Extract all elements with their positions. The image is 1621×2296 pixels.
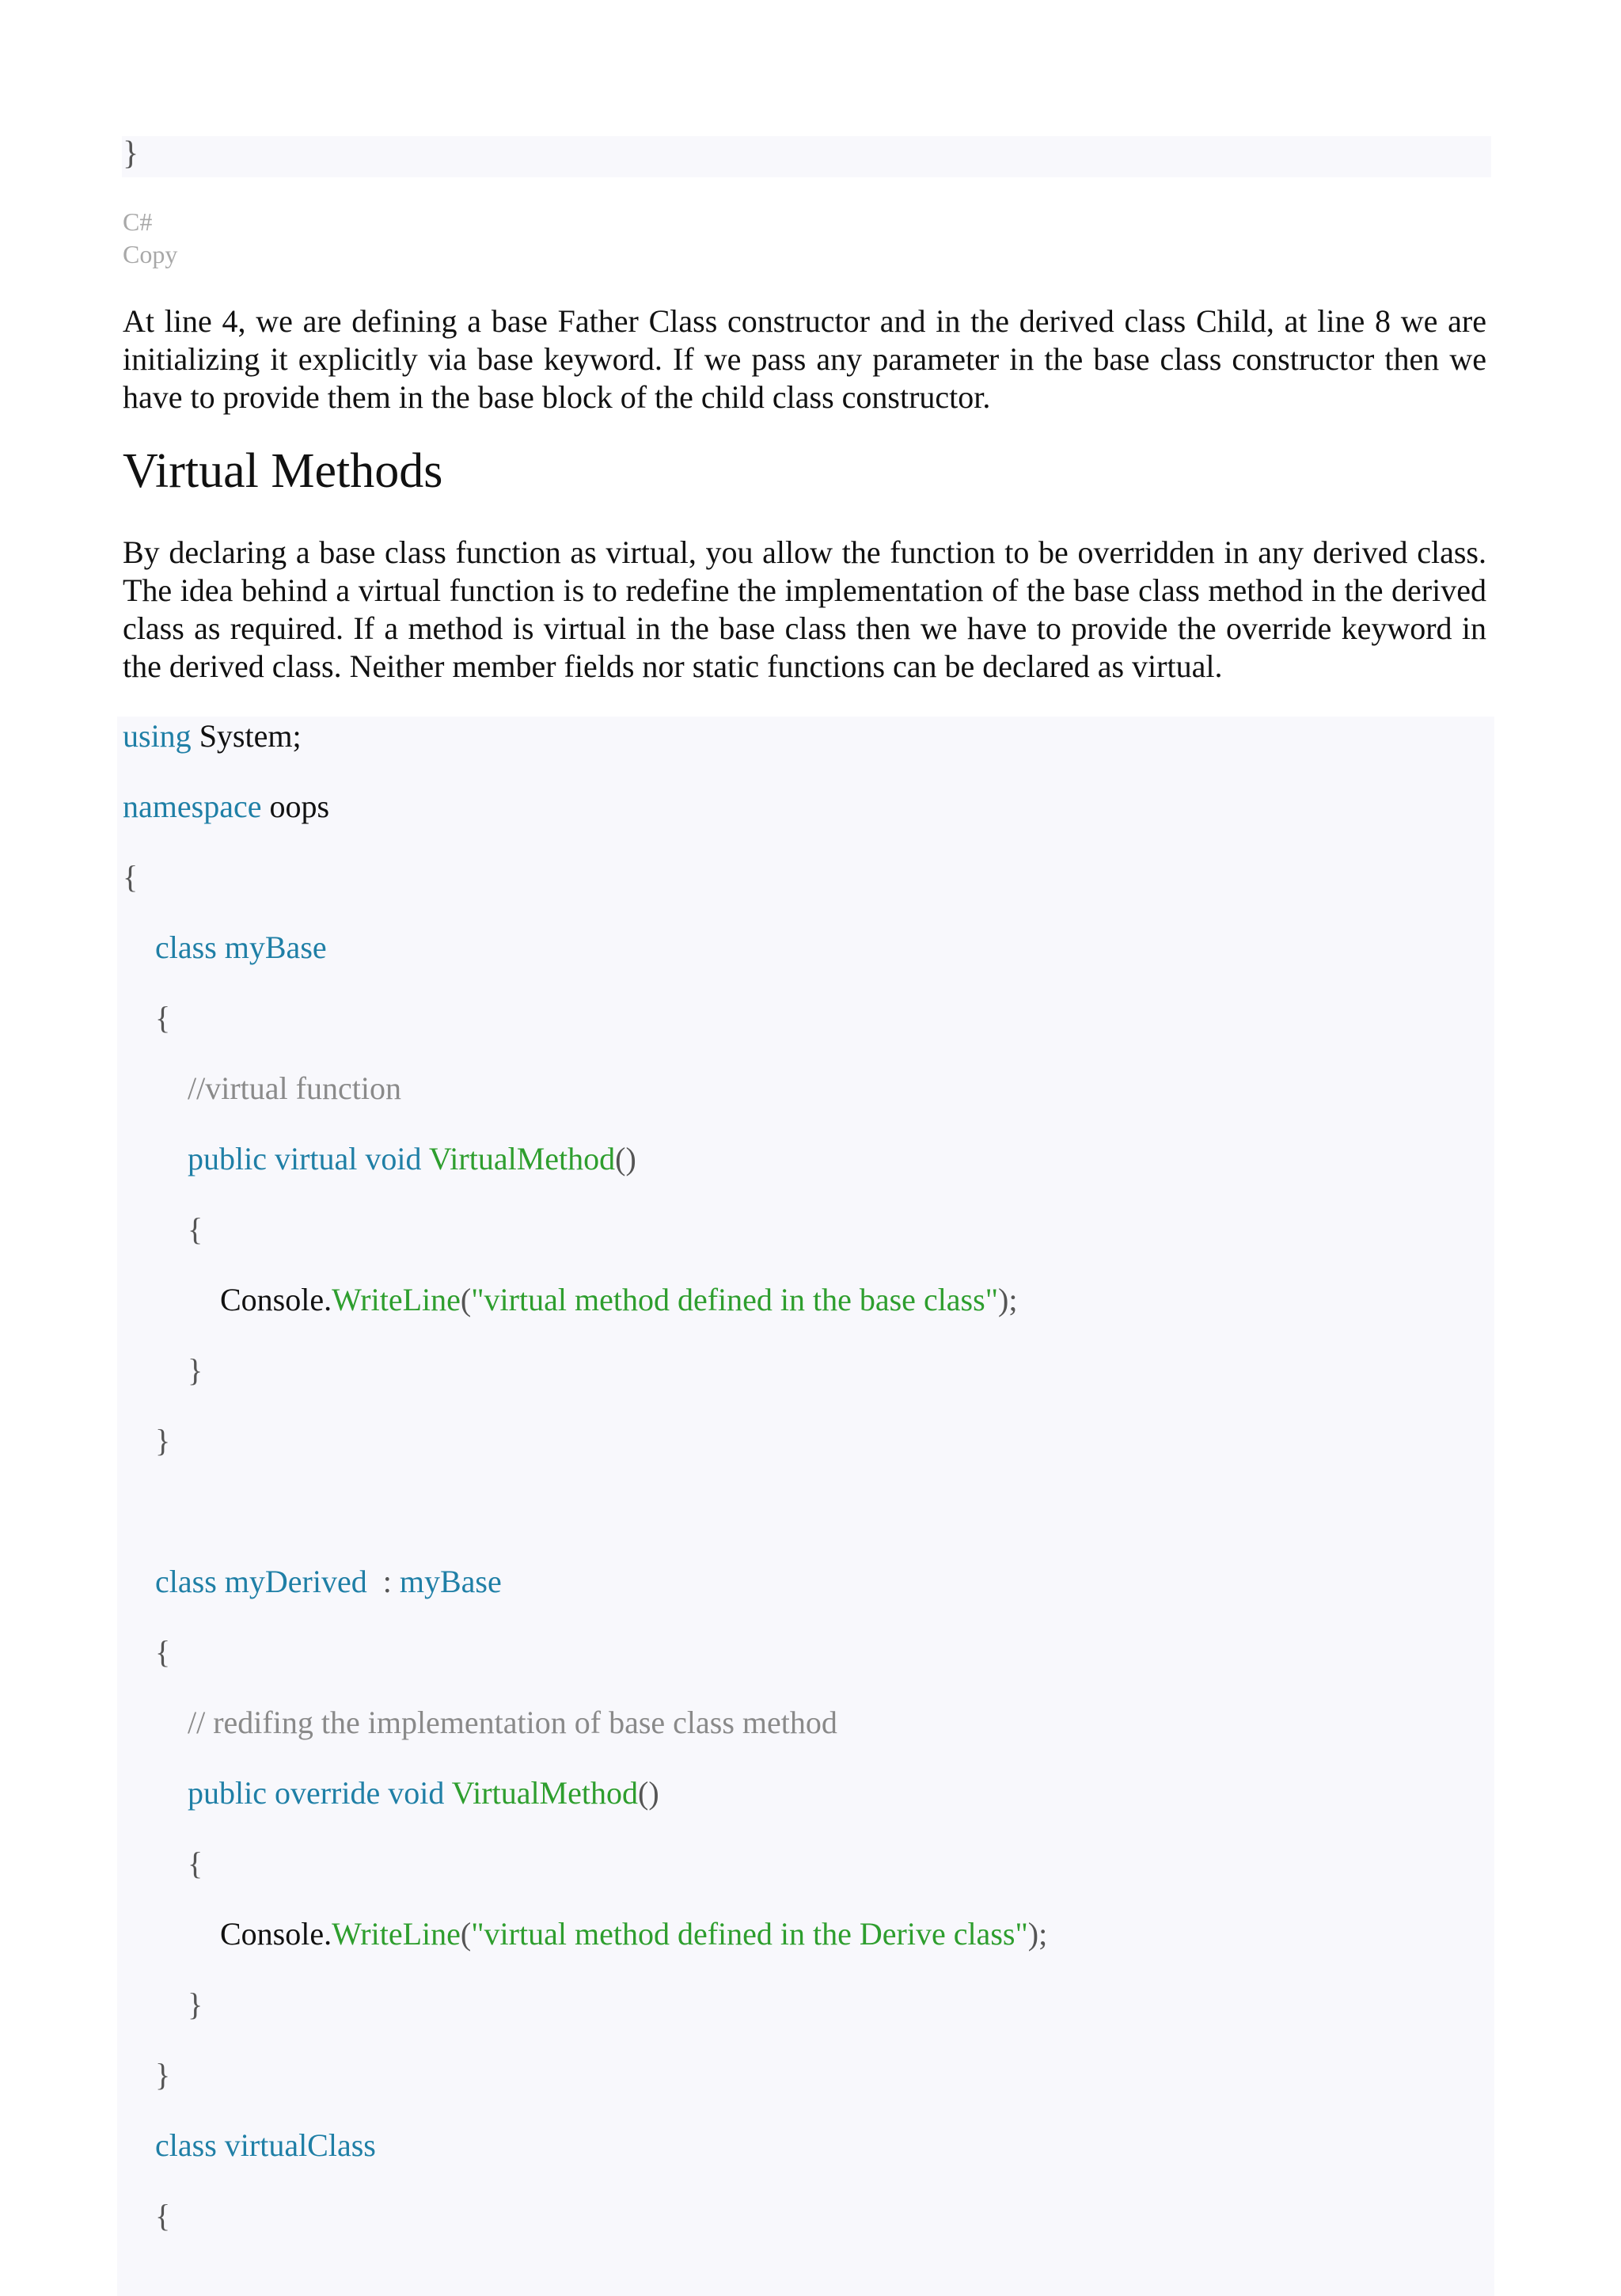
code-line — [123, 717, 302, 755]
code-line — [188, 1774, 659, 1811]
code-line — [188, 1211, 203, 1248]
paragraph-virtual-methods: By declaring a base class function as virtual, you allow the function to be overridden in any derived class. The idea behind a virtual function is to redefine the implementation of the base class method in the derived class as required. If a method is virtual in the base class then we have to provide the override keyword in the derived class. Neither member fields nor static functions can be declared as virtual. — [123, 534, 1486, 684]
code-keyword: override — [274, 1775, 381, 1811]
code-line — [155, 2197, 170, 2234]
code-comment: //virtual function — [188, 1070, 401, 1106]
code-text: oops — [269, 789, 330, 824]
code-line — [155, 2127, 376, 2164]
paragraph-base-constructor: At line 4, we are defining a base Father Class constructor and in the derived class Child, at line 8 we are initializing it explicitly via base keyword. If we pass any parameter in the base class constructor then we have to provide them in the base block of the child class constructor. — [123, 303, 1486, 415]
code-keyword: public — [188, 1775, 267, 1811]
code-string: "virtual method defined in the Derive class" — [471, 1916, 1028, 1952]
code-line — [123, 858, 138, 895]
code-paren: ( — [460, 1282, 472, 1317]
code-line — [155, 2056, 170, 2093]
code-paren: ); — [998, 1282, 1018, 1317]
code-colon: : — [382, 1564, 392, 1599]
code-block-top-background — [122, 136, 1491, 177]
code-line — [155, 1422, 170, 1459]
code-text: Console. — [220, 1916, 332, 1952]
copy-button[interactable]: Copy — [123, 240, 178, 268]
code-keyword: void — [388, 1775, 445, 1811]
code-keyword: class — [155, 1564, 217, 1599]
code-keyword: class — [155, 2127, 217, 2163]
code-keyword: virtual — [274, 1141, 358, 1177]
code-line — [188, 1351, 203, 1389]
code-parens: () — [615, 1141, 636, 1177]
code-line — [188, 1986, 203, 2023]
section-heading: Virtual Methods — [123, 444, 443, 498]
code-line — [188, 1070, 401, 1107]
code-brace: { — [188, 1846, 203, 1881]
code-base-class-name: myBase — [399, 1564, 502, 1599]
code-brace: { — [155, 1634, 171, 1670]
code-brace: { — [123, 859, 139, 895]
code-line — [123, 788, 329, 825]
code-keyword: public — [188, 1141, 267, 1177]
code-comment: // redifing the implementation of base class method — [188, 1705, 837, 1740]
code-line — [188, 1845, 203, 1882]
code-string: "virtual method defined in the base class" — [471, 1282, 999, 1317]
code-class-name: virtualClass — [224, 2127, 376, 2163]
code-line — [220, 1915, 1047, 1952]
code-paren: ( — [460, 1916, 472, 1952]
code-line — [155, 1633, 170, 1671]
code-method-name: VirtualMethod — [428, 1141, 616, 1177]
code-keyword: namespace — [123, 789, 262, 824]
code-line — [188, 1704, 837, 1741]
code-class-name: myBase — [224, 929, 327, 965]
code-parens: () — [638, 1775, 659, 1811]
code-keyword: using — [123, 718, 192, 754]
code-language-label: C# — [123, 207, 153, 236]
code-brace: } — [155, 2057, 171, 2093]
code-brace: { — [155, 2198, 171, 2233]
code-line — [220, 1281, 1017, 1318]
code-method-call: WriteLine — [332, 1916, 461, 1952]
code-method-name: VirtualMethod — [451, 1775, 638, 1811]
code-method-call: WriteLine — [332, 1282, 461, 1317]
code-keyword: class — [155, 929, 217, 965]
code-line — [155, 929, 327, 966]
code-line — [188, 1140, 636, 1177]
code-keyword: void — [365, 1141, 422, 1177]
code-text: Console. — [220, 1282, 332, 1317]
code-brace: } — [188, 1352, 203, 1388]
code-brace: { — [188, 1211, 203, 1247]
code-closing-brace: } — [123, 135, 139, 172]
code-paren: ); — [1027, 1916, 1048, 1952]
code-class-name: myDerived — [224, 1564, 367, 1599]
code-brace: { — [155, 1000, 171, 1036]
code-line — [155, 999, 170, 1036]
code-line — [155, 1563, 502, 1600]
code-brace: } — [155, 1423, 171, 1458]
code-brace: } — [188, 1986, 203, 2022]
code-text: System; — [199, 718, 302, 754]
